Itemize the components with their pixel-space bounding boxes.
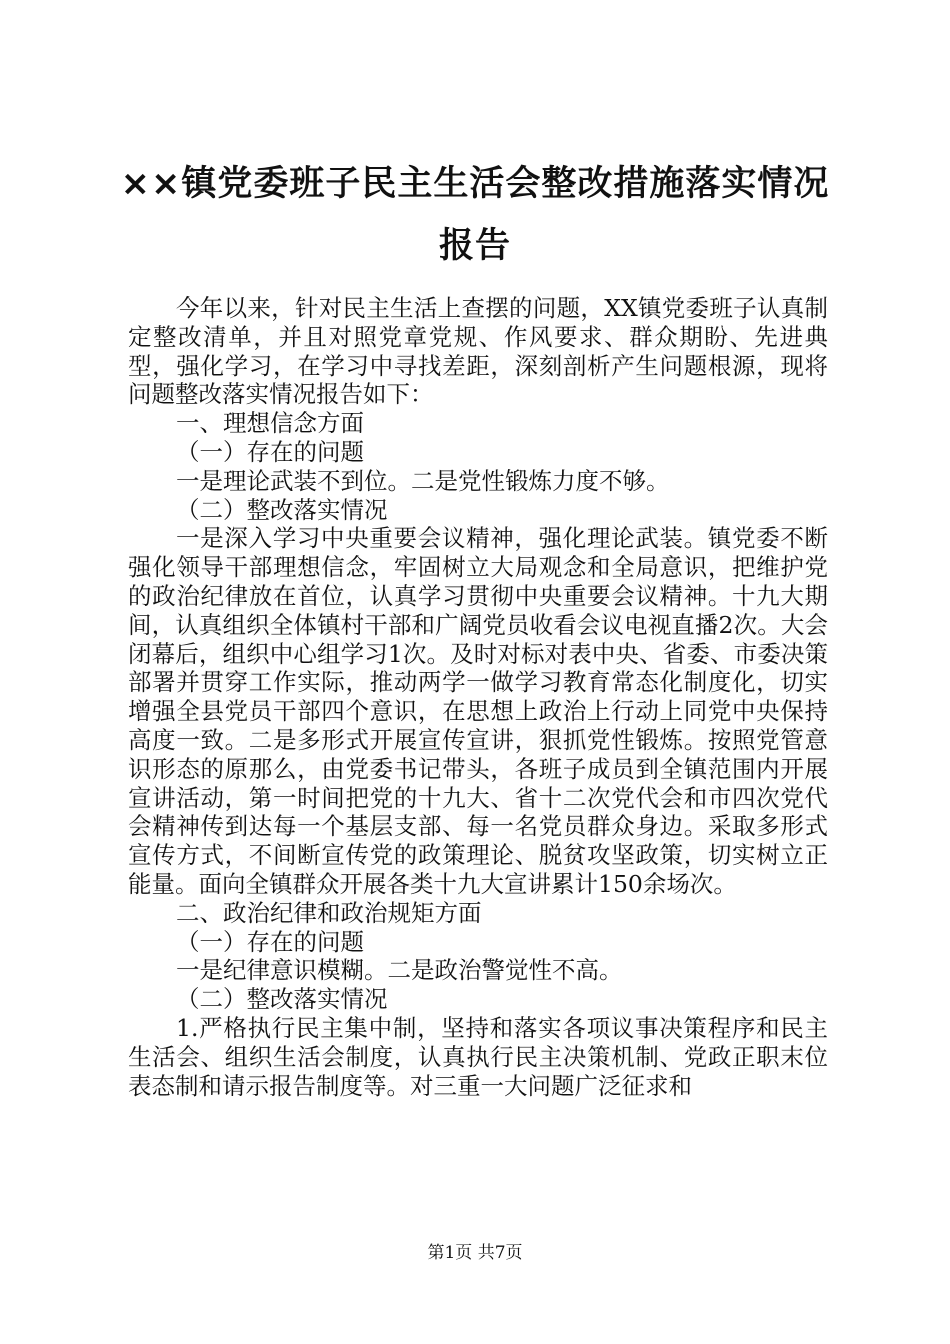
section-heading-2: 二、政治纪律和政治规矩方面	[176, 898, 482, 927]
body-paragraph: 一是深入学习中央重要会议精神，强化理论武装。镇党委不断强化领导干部理想信念，牢固树立大局观念和全局意识，把维护党的政治纪律放在首位，认真学习贯彻中央重要会议精神。十九大期间，认真组织全体镇村干部和广阔党员收看会议电视直播2次。大会闭幕后，组织中心组学习1次。及时对标对表中央、省委、市委决策部署并贯穿工作实际，推动两学一做学习教育常态化制度化，切实增强全县党员干部四个意识，在思想上政治上行动上同党中央保持高度一致。二是多形式开展宣传宣讲，狠抓党性锻炼。按照党管意识形态的原那么，由党委书记带头，各班子成员到全镇范围内开展宣讲活动，第一时间把党的十九大、省十二次党代会和市四次党代会精神传到达每一个基层支部、每一名党员群众身边。采取多形式宣传方式，不间断宣传党的政策理论、脱贫攻坚政策，切实树立正能量。面向全镇群众开展各类十九大宣讲累计150余场次。	[128, 524, 828, 898]
body-paragraph: 一是纪律意识模糊。二是政治警觉性不高。	[176, 956, 623, 985]
body-paragraph: 1.严格执行民主集中制，坚持和落实各项议事决策程序和民主生活会、组织生活会制度，认真执行民主决策机制、党政正职末位表态制和请示报告制度等。对三重一大问题广泛征求和	[128, 1013, 828, 1100]
intro-paragraph: 今年以来，针对民主生活上查摆的问题，XX镇党委班子认真制定整改清单，并且对照党章党规、作风要求、群众期盼、先进典型，强化学习，在学习中寻找差距，深刻剖析产生问题根源，现将问题整改落实情况报告如下：	[128, 294, 828, 409]
page-footer: 第1页 共7页	[427, 1243, 523, 1263]
subsection-heading: （一）存在的问题	[176, 927, 364, 956]
body-paragraph: 一是理论武装不到位。二是党性锻炼力度不够。	[176, 466, 670, 495]
subsection-heading: （二）整改落实情况	[176, 495, 388, 524]
document-title-line-1: ××镇党委班子民主生活会整改措施落实情况	[120, 164, 830, 204]
section-heading-1: 一、理想信念方面	[176, 409, 364, 438]
subsection-heading: （二）整改落实情况	[176, 985, 388, 1014]
subsection-heading: （一）存在的问题	[176, 437, 364, 466]
document-title-line-2: 报告	[438, 226, 511, 266]
document-body	[128, 294, 828, 1100]
